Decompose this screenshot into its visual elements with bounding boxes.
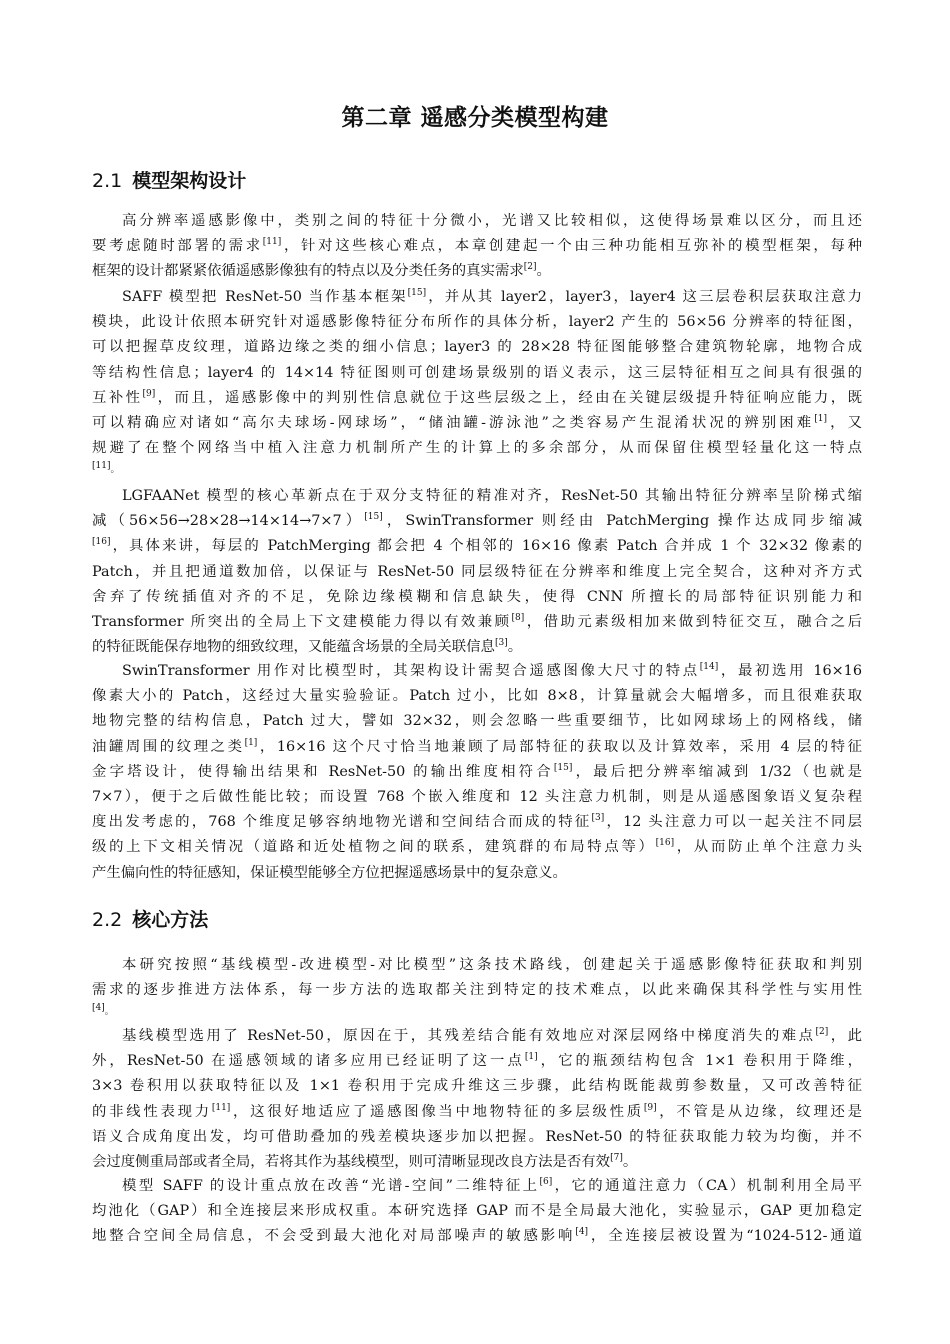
citation-ref: [9] bbox=[643, 1102, 657, 1113]
text-line: Patch，并且把通道数加倍，以保证与 ResNet-50 同层级特征在分辨率和维度上完全契合，这种对齐方式 bbox=[92, 563, 862, 580]
text-line: 模型 SAFF 的设计重点放在改善“光谱-空间”二维特征上[6]，它的通道注意力（CA）机制利用全局平 bbox=[122, 1177, 862, 1194]
citation-ref: [14] bbox=[699, 662, 719, 673]
citation-ref: [1] bbox=[814, 414, 828, 425]
text-line: 舍弃了传统插值对齐的不足，免除边缘模糊和信息缺失，使得 CNN 所擅长的局部特征识别能力和 bbox=[92, 588, 862, 605]
paragraph bbox=[92, 484, 862, 660]
citation-ref: [2] bbox=[523, 262, 537, 273]
text-line: [11]。 bbox=[92, 461, 120, 476]
text-line: 产生偏向性的特征感知，保证模型能够全方位把握遥感场景中的复杂意义。 bbox=[92, 864, 567, 881]
text-line: 会过度侧重局部或者全局，若将其作为基线模型，则可清晰显现改良方法是否有效[7]。 bbox=[92, 1153, 638, 1170]
citation-ref: [3] bbox=[494, 638, 508, 649]
text-line: 度出发考虑的，768 个维度足够容纳地物光谱和空间结合而成的特征[3]，12 头注意力可以一起关注不同层 bbox=[92, 813, 862, 831]
paragraph bbox=[92, 209, 862, 285]
text-line: SwinTransformer 用作对比模型时，其架构设计需契合遥感图像大尺寸的特点[14]，最初选用 16×16 bbox=[122, 662, 862, 679]
paragraph bbox=[92, 659, 862, 886]
citation-ref: [3] bbox=[591, 813, 605, 824]
citation-ref: [9] bbox=[142, 388, 156, 399]
text-line: 语义合成角度出发，均可借助叠加的残差模块逐步加以把握。ResNet-50 的特征获取能力较为均衡，并不 bbox=[92, 1128, 862, 1145]
text-line: 级的上下文相关情况（道路和近处植物之间的联系，建筑群的布局特点等）[16]，从而防止单个注意力头 bbox=[92, 838, 862, 856]
citation-ref: [8] bbox=[511, 613, 525, 624]
text-line: LGFAANet 模型的核心革新点在于双分支特征的精准对齐，ResNet-50 其输出特征分辨率呈阶梯式缩 bbox=[122, 488, 862, 504]
text-line: 高分辨率遥感影像中，类别之间的特征十分微小，光谱又比较相似，这使得场景难以区分，而且还 bbox=[122, 213, 862, 229]
citation-ref: [1] bbox=[244, 737, 258, 748]
citation-ref: [16] bbox=[92, 537, 111, 548]
text-line: 可以把握草皮纹理，道路边缘之类的细小信息；layer3 的 28×28 特征图能够整合建筑物轮廓，地物合成 bbox=[92, 339, 862, 356]
section-number: 2.1 bbox=[92, 170, 123, 192]
text-line: [4]。 bbox=[92, 1003, 114, 1018]
text-line: 的特征既能保存地物的细致纹理，又能蕴含场景的全局关联信息[3]。 bbox=[92, 638, 523, 656]
citation-ref: [15] bbox=[364, 512, 383, 523]
citation-ref: [15] bbox=[553, 762, 573, 773]
text-line: 规避了在整个网络当中植入注意力机制所产生的计算上的多余部分，从而保留住模型轻量化这一特点 bbox=[92, 440, 862, 457]
paragraph bbox=[92, 285, 862, 483]
text-line: 像素大小的 Patch，这经过大量实验验证。Patch 过小，比如 8×8，计算量就会大幅增多，而且很难获取 bbox=[92, 688, 862, 705]
text-line: 金字塔设计，使得输出结果和 ResNet-50 的输出维度相符合[15]，最后把分辨率缩减到 1/32（也就是 bbox=[92, 762, 862, 780]
text-line: 互补性[9]，而且，遥感影像中的判别性信息就位于这些层级之上，经由在关键层级提升特征响应能力，既 bbox=[92, 388, 862, 406]
citation-ref: [4] bbox=[92, 1003, 105, 1014]
text-line: 3×3 卷积用以获取特征以及 1×1 卷积用于完成升维这三步骤，此结构既能裁剪参数量，又可改善特征 bbox=[92, 1078, 862, 1095]
section-title: 模型架构设计 bbox=[132, 170, 247, 192]
section-heading-2-2 bbox=[92, 907, 208, 933]
text-line: 的非线性表现力[11]，这很好地适应了遥感图像当中地物特征的多层级性质[9]，不管是从边缘，纹理还是 bbox=[92, 1102, 862, 1120]
text-line: 等结构性信息；layer4 的 14×14 特征图则可创建场景级别的语义表示，这三层特征相互之间具有很强的 bbox=[92, 364, 862, 381]
paragraph bbox=[92, 1174, 862, 1250]
text-line: 地整合空间全局信息，不会受到最大池化对局部噪声的敏感影响[4]，全连接层被设置为“1024-512-通道 bbox=[92, 1227, 862, 1245]
text-line: 模块，此设计依照本研究针对遥感影像特征分布所作的具体分析，layer2 产生的 56×56 分辨率的特征图， bbox=[92, 314, 862, 331]
text-line: 基线模型选用了 ResNet-50，原因在于，其残差结合能有效地应对深层网络中梯度消失的难点[2]，此 bbox=[122, 1027, 862, 1044]
text-line: 减（56×56→28×28→14×14→7×7）[15]，SwinTransformer 则经由 PatchMerging 操作达成同步缩减 bbox=[92, 512, 862, 530]
citation-ref: [2] bbox=[815, 1027, 829, 1038]
text-line: Transformer 所突出的全局上下文建模能力得以有效兼顾[8]，借助元素级相加来做到特征交互，融合之后 bbox=[92, 613, 862, 630]
citation-ref: [4] bbox=[575, 1227, 589, 1238]
section-heading-2-1 bbox=[92, 168, 246, 194]
text-line: [16]，具体来讲，每层的 PatchMerging 都会把 4 个相邻的 16×16 像素 Patch 合并成 1 个 32×32 像素的 bbox=[92, 537, 862, 555]
section-number: 2.2 bbox=[92, 909, 123, 931]
chapter-title: 第二章 遥感分类模型构建 bbox=[341, 105, 609, 131]
citation-ref: [16] bbox=[655, 838, 675, 849]
paragraph bbox=[92, 1024, 862, 1175]
citation-ref: [1] bbox=[524, 1052, 538, 1063]
text-line: 本研究按照“基线模型-改进模型-对比模型”这条技术路线，创建起关于遥感影像特征获取和判别 bbox=[122, 957, 862, 973]
text-line: 油罐周围的纹理之类[1]，16×16 这个尺寸恰当地兼顾了局部特征的获取以及计算效率，采用 4 层的特征 bbox=[92, 737, 862, 755]
text-line: 地物完整的结构信息，Patch 过大，譬如 32×32，则会忽略一些重要细节，比如网球场上的网格线，储 bbox=[92, 713, 862, 730]
citation-ref: [15] bbox=[407, 288, 427, 299]
citation-ref: [7] bbox=[610, 1153, 623, 1164]
text-line: 需求的逐步推进方法体系，每一步方法的选取都关注到特定的技术难点，以此来确保其科学性与实用性 bbox=[92, 982, 862, 999]
text-line: 7×7），便于之后做性能比较；而设置 768 个嵌入维度和 12 头注意力机制，则是从遥感图象语义复杂程 bbox=[92, 788, 862, 805]
text-line: SAFF 模型把 ResNet-50 当作基本框架[15]，并从其 layer2，layer3，layer4 这三层卷积层获取注意力 bbox=[122, 288, 862, 305]
text-line: 要考虑随时部署的需求[11]，针对这些核心难点，本章创建起一个由三种功能相互弥补的模型框架，每种 bbox=[92, 237, 862, 255]
citation-ref: [11] bbox=[92, 461, 111, 472]
section-title: 核心方法 bbox=[132, 909, 209, 931]
citation-ref: [6] bbox=[539, 1177, 553, 1188]
text-line: 框架的设计都紧紧依循遥感影像独有的特点以及分类任务的真实需求[2]。 bbox=[92, 262, 551, 280]
citation-ref: [11] bbox=[262, 237, 282, 248]
text-line: 外，ResNet-50 在遥感领域的诸多应用已经证明了这一点[1]，它的瓶颈结构包含 1×1 卷积用于降维， bbox=[92, 1052, 862, 1070]
paragraph bbox=[92, 953, 862, 1025]
text-line: 均池化（GAP）和全连接层来形成权重。本研究选择 GAP 而不是全局最大池化，实验显示，GAP 更加稳定 bbox=[92, 1203, 862, 1220]
citation-ref: [11] bbox=[211, 1102, 231, 1113]
text-line: 可以精确应对诸如“高尔夫球场-网球场”，“储油罐-游泳池”之类容易产生混淆状况的辨别困难[1]，又 bbox=[92, 414, 862, 431]
